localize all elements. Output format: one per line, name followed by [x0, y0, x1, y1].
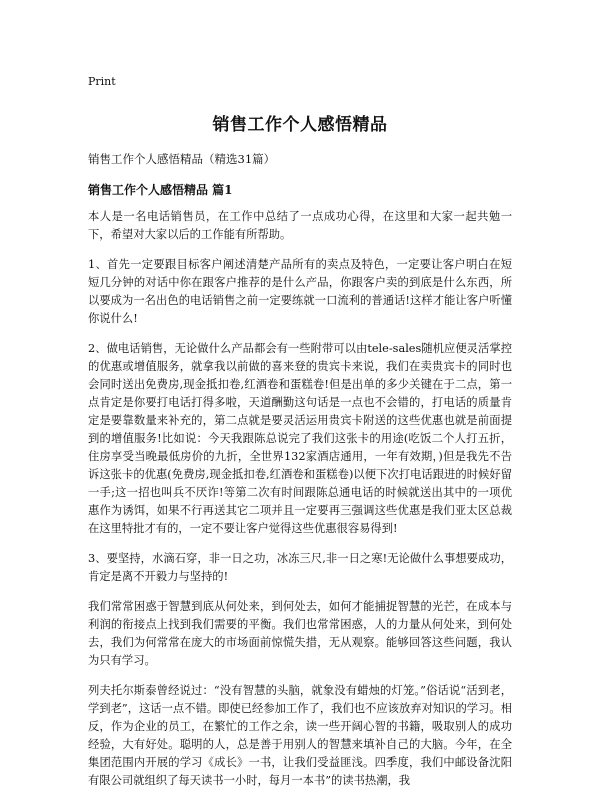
section-heading: 销售工作个人感悟精品 篇1 — [88, 183, 233, 197]
document-subtitle: 销售工作个人感悟精品（精选31篇） — [88, 152, 276, 166]
paragraph-point-1: 1、首先一定要跟目标客户阐述清楚产品所有的卖点及特色，一定要让客户明白在短短几分钟的对话中你在跟客户推荐的是什么产品，你跟客户卖的到底是什么东西，所以要成为一名出色的电话销售之前一定要练就一口流利的普通话!这样才能让客户听懂你说什么! — [88, 258, 512, 325]
paragraph-point-2: 2、做电话销售，无论做什么产品都会有一些附带可以由tele-sales随机应便灵活掌控的优惠或增值服务，就拿我以前做的喜来登的贵宾卡来说，我们在卖贵宾卡的同时也会同时送出免费房,现金抵扣卷,红酒卷和蛋糕卷!但是出单的多少关键在于二点，第一点肯定是你要打电话打得多啦，天道酬勤这句话是一点也不会错的，打电话的质量肯定是要靠数量来补充的，第二点就是要灵活运用贵宾卡附送的这些优惠也就是前面提到的增值服务!比如说：今天我跟陈总说完了我们这张卡的用途(吃饭二个人打五折，住房享受当晚最低房价的九折，全世界132家酒店通用，一年有效期，)但是我先不告诉这张卡的优惠(免费房,现金抵扣卷,红酒卷和蛋糕卷)以便下次打电话跟进的时候好留一手;这一招也叫兵不厌诈!等第二次有时间跟陈总通电话的时候就送出其中的一项优惠作为诱饵，如果不行再送其它二项并且一定要再三强调这些优惠是我们亚太区总裁在这里特批才有的，一定不要让客户觉得这些优惠很容易得到! — [88, 342, 512, 535]
paragraph-tolstoy: 列夫托尔斯泰曾经说过：“没有智慧的头脑，就象没有蜡烛的灯笼。”俗话说“活到老，学到老”，这话一点不错。即使已经参加工作了，我们也不应该放弃对知识的学习。相反，作为企业的员工，在繁忙的工作之余，读一些开阔心智的书籍，吸取别人的成功经验，大有好处。聪明的人，总是善于用别人的智慧来填补自己的大脑。今年，在全集团范围内开展的学习《成长》一书，让我们受益匪浅。四季度，我们中邮设备沈阳有限公司就组织了每天读书一小时，每月一本书”的读书热潮，我 — [88, 684, 512, 787]
print-link[interactable]: Print — [88, 75, 116, 88]
page-title: 销售工作个人感悟精品 — [212, 115, 388, 135]
paragraph-wisdom: 我们常常困惑于智慧到底从何处来，到何处去，如何才能捕捉智慧的光芒，在成本与利润的衔接点上找到我们需要的平衡。我们也常常困惑，人的力量从何处来，到何处去，我们为何常常在庞大的市场面前惊慌失措，无从观察。能够回答这些问题，我认为只有学习。 — [88, 600, 512, 667]
paragraph-point-3: 3、要坚持，水滴石穿，非一日之功，冰冻三尺,非一日之寒!无论做什么事想要成功，肯定是离不开毅力与坚持的! — [88, 552, 512, 583]
paragraph-intro: 本人是一名电话销售员，在工作中总结了一点成功心得，在这里和大家一起共勉一下，希望对大家以后的工作能有所帮助。 — [88, 210, 512, 241]
